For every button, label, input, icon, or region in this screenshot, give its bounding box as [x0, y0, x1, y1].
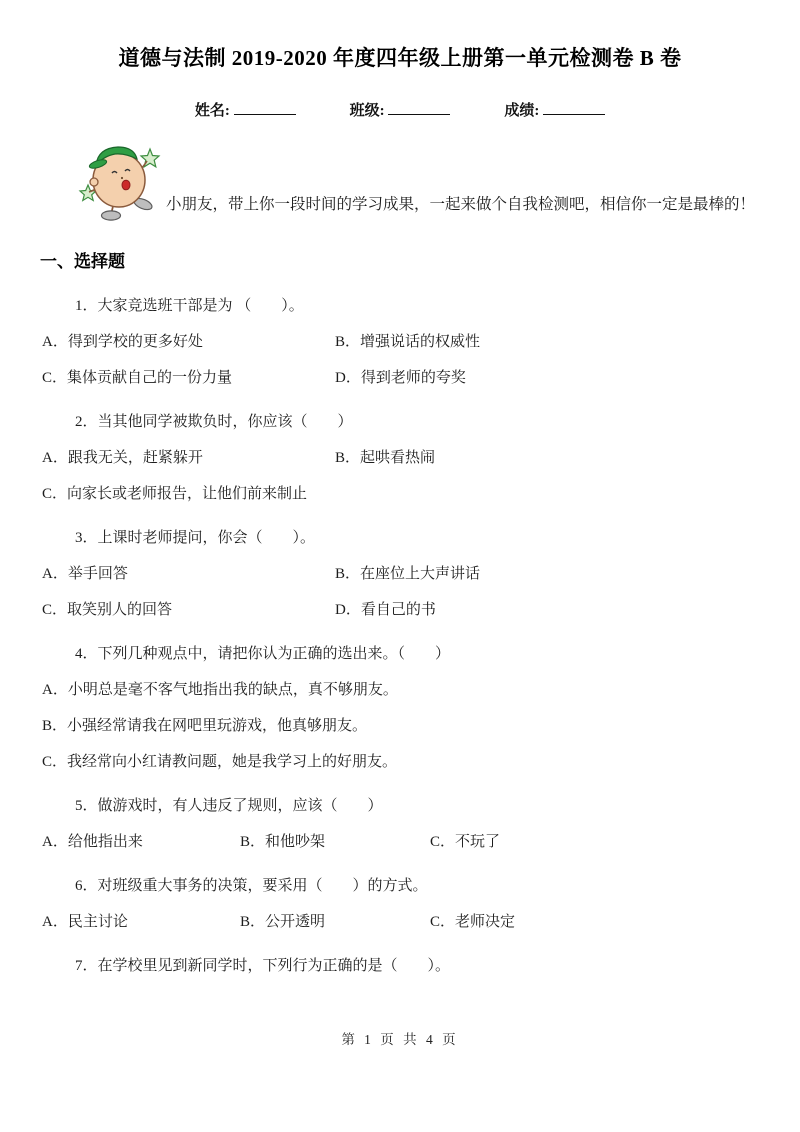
class-blank-line — [388, 101, 450, 115]
name-label: 姓名: — [194, 103, 230, 119]
question-4-options-row-3 — [42, 752, 760, 772]
question-1-option-a: A．得到学校的更多好处 — [42, 334, 203, 350]
page-number-text: 第 1 页 共 4 页 — [341, 1032, 459, 1047]
page-title: 道德与法制 2019-2020 年度四年级上册第一单元检测卷 B 卷 — [118, 46, 682, 70]
question-4-options-row-1 — [42, 680, 760, 700]
question-6-option-c: C．老师决定 — [430, 914, 516, 930]
class-field — [350, 99, 451, 120]
question-3-option-d: D．看自己的书 — [335, 602, 436, 618]
page-footer — [0, 1028, 800, 1048]
question-6-option-b: B．公开透明 — [240, 914, 326, 930]
question-2-stem: 2．当其他同学被欺负时，你应该（ ） — [75, 414, 353, 430]
question-4 — [40, 644, 760, 772]
question-4-option-a: A．小明总是毫不客气地指出我的缺点，真不够朋友。 — [42, 682, 398, 698]
question-6-stem: 6．对班级重大事务的决策，要采用（ ）的方式。 — [75, 878, 428, 894]
question-1-stem: 1．大家竞选班干部是为 （ ）。 — [75, 298, 304, 314]
score-blank-line — [543, 101, 605, 115]
question-5-option-c: C．不玩了 — [430, 834, 501, 850]
question-3-options-row-1 — [42, 564, 760, 584]
question-3-option-c: C．取笑别人的回答 — [42, 602, 173, 618]
question-5-options-row-1 — [42, 832, 760, 852]
question-7 — [40, 956, 760, 976]
question-2-option-c: C．向家长或老师报告，让他们前来制止 — [42, 486, 308, 502]
intro-text: 小朋友，带上你一段时间的学习成果，一起来做个自我检测吧，相信你一定是最棒的！ — [166, 196, 756, 213]
question-7-stem: 7．在学校里见到新同学时，下列行为正确的是（ ）。 — [75, 958, 451, 974]
question-1-options-row-2 — [42, 368, 760, 388]
question-4-option-b: B．小强经常请我在网吧里玩游戏，他真够朋友。 — [42, 718, 368, 734]
question-3 — [40, 528, 760, 620]
question-4-option-c: C．我经常向小红请教问题，她是我学习上的好朋友。 — [42, 754, 398, 770]
question-1-option-c: C．集体贡献自己的一份力量 — [42, 370, 233, 386]
intro-row — [78, 134, 760, 222]
question-1 — [40, 296, 760, 388]
question-6-options-row-1 — [42, 912, 760, 932]
question-6 — [40, 876, 760, 932]
question-5-stem: 5．做游戏时，有人违反了规则，应该（ ） — [75, 798, 383, 814]
walking-kid-mascot-icon — [78, 134, 164, 222]
question-5-option-b: B．和他吵架 — [240, 834, 326, 850]
question-1-options-row-1 — [42, 332, 760, 352]
question-3-options-row-2 — [42, 600, 760, 620]
question-3-option-b: B．在座位上大声讲话 — [335, 566, 481, 582]
question-2-option-a: A．跟我无关，赶紧躲开 — [42, 450, 203, 466]
question-4-stem: 4．下列几种观点中，请把你认为正确的选出来。（ ） — [75, 646, 451, 662]
question-2-option-b: B．起哄看热闹 — [335, 450, 436, 466]
question-2 — [40, 412, 760, 504]
score-label: 成绩: — [504, 103, 540, 119]
question-6-option-a: A．民主讨论 — [42, 914, 128, 930]
question-1-option-b: B．增强说话的权威性 — [335, 334, 481, 350]
question-2-options-row-1 — [42, 448, 760, 468]
section-heading-multiple-choice: 一、选择题 — [40, 252, 125, 271]
question-2-options-row-2 — [42, 484, 760, 504]
question-3-stem: 3．上课时老师提问，你会（ ）。 — [75, 530, 316, 546]
class-label: 班级: — [349, 103, 385, 119]
name-blank-line — [234, 101, 296, 115]
question-1-option-d: D．得到老师的夸奖 — [335, 370, 466, 386]
score-field — [504, 99, 605, 120]
name-field — [195, 99, 296, 120]
student-info-row — [40, 99, 760, 120]
question-3-option-a: A．举手回答 — [42, 566, 128, 582]
question-5 — [40, 796, 760, 852]
question-5-option-a: A．给他指出来 — [42, 834, 143, 850]
question-4-options-row-2 — [42, 716, 760, 736]
